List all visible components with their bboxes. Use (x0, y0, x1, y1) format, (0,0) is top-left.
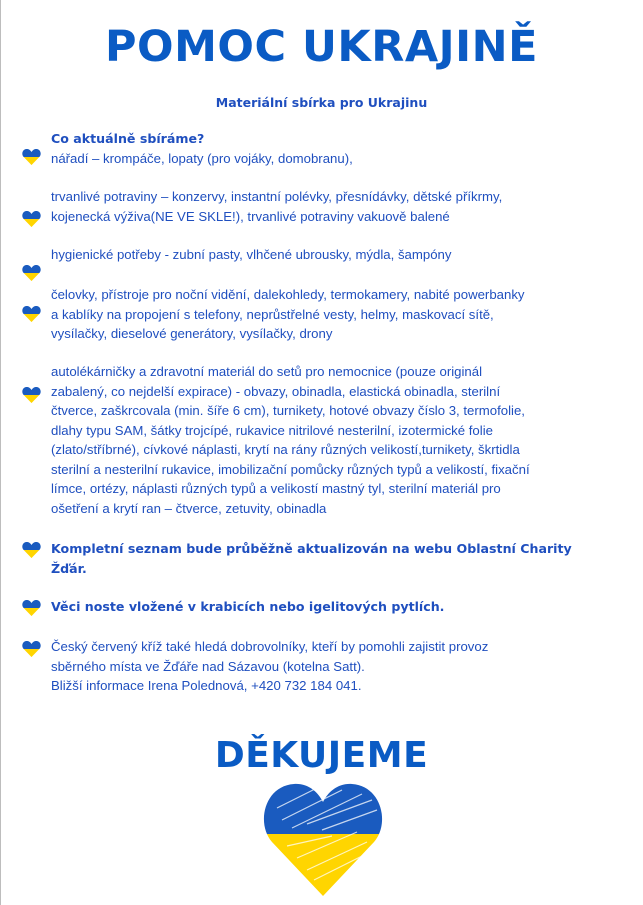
section-packing (51, 597, 611, 617)
item-line: autolékárničky a zdravotní materiál do setů pro nemocnice (pouze originál (51, 364, 483, 379)
item-line: (zlato/stříbrné), cívkové náplasti, krytí na rány různých velikostí,turnikety, škrtidla (51, 442, 520, 457)
item-line: čtverce, zaškrcovala (min. šíře 6 cm), turnikety, hotové obvazy číslo 3, termofolie, (51, 403, 525, 418)
section-food (51, 187, 611, 226)
item-line: trvanlivé potraviny – konzervy, instantní polévky, přesnídávky, dětské příkrmy, (51, 189, 503, 204)
ukraine-heart-sketch-icon (262, 780, 384, 898)
ukraine-heart-icon (22, 599, 41, 617)
section-hygiene (51, 245, 611, 265)
info-line: Žďár. (51, 560, 87, 576)
info-line: Český červený kříž také hledá dobrovolníky, kteří by pomohli zajistit provoz (51, 639, 489, 654)
section-medical (51, 362, 611, 518)
ukraine-heart-icon (22, 541, 41, 559)
info-line: Kompletní seznam bude průběžně aktualizován na webu Oblastní Charity (51, 541, 572, 556)
ukraine-heart-icon (22, 264, 41, 282)
section-volunteers (51, 637, 611, 696)
page-subtitle: Materiální sbírka pro Ukrajinu (215, 95, 428, 110)
ukraine-heart-icon (22, 148, 41, 166)
ukraine-heart-icon (22, 210, 41, 228)
ukraine-heart-icon (22, 386, 41, 404)
thanks-heading: DĚKUJEME (214, 735, 429, 776)
ukraine-heart-icon (22, 305, 41, 323)
page-title: POMOC UKRAJINĚ (105, 22, 538, 72)
section-heading: Co aktuálně sbíráme? (51, 131, 205, 146)
item-line: dlahy typu SAM, šátky trojcípé, rukavice nitrilové nesterilní, izotermické folie (51, 422, 493, 438)
contact-line: Bližší informace Irena Polednová, +420 732 184 041. (51, 678, 362, 693)
item-line: ošetření a krytí ran – čtverce, zetuvity, obinadla (51, 500, 327, 516)
ukraine-heart-icon (22, 640, 41, 658)
item-line: nářadí – krompáče, lopaty (pro vojáky, domobranu), (51, 150, 353, 166)
section-complete-list (51, 539, 611, 578)
item-line: kojenecká výživa(NE VE SKLE!), trvanlivé potraviny vakuově balené (51, 208, 450, 224)
item-line: sterilní a nesterilní rukavice, imobilizační pomůcky různých typů a velikostí, fixační (51, 461, 530, 477)
item-line: hygienické potřeby - zubní pasty, vlhčené ubrousky, mýdla, šampóny (51, 247, 452, 262)
section-equipment (51, 285, 611, 344)
info-line: Věci noste vložené v krabicích nebo igelitových pytlích. (51, 599, 445, 614)
item-line: čelovky, přístroje pro noční vidění, dalekohledy, termokamery, nabité powerbanky (51, 287, 525, 302)
section-collecting (51, 129, 611, 168)
item-line: vysílačky, dieselové generátory, vysílačky, drony (51, 326, 333, 341)
item-line: a kablíky na propojení s telefony, neprůstřelné vesty, helmy, maskovací sítě, (51, 306, 494, 322)
item-line: zabalený, co nejdelší expirace) - obvazy, obinadla, elastická obinadla, sterilní (51, 383, 501, 399)
item-line: límce, ortézy, náplasti různých typů a velikostí mastný tyl, sterilní materiál pro (51, 481, 501, 496)
info-line: sběrného místa ve Žďáře nad Sázavou (kotelna Satt). (51, 658, 365, 674)
